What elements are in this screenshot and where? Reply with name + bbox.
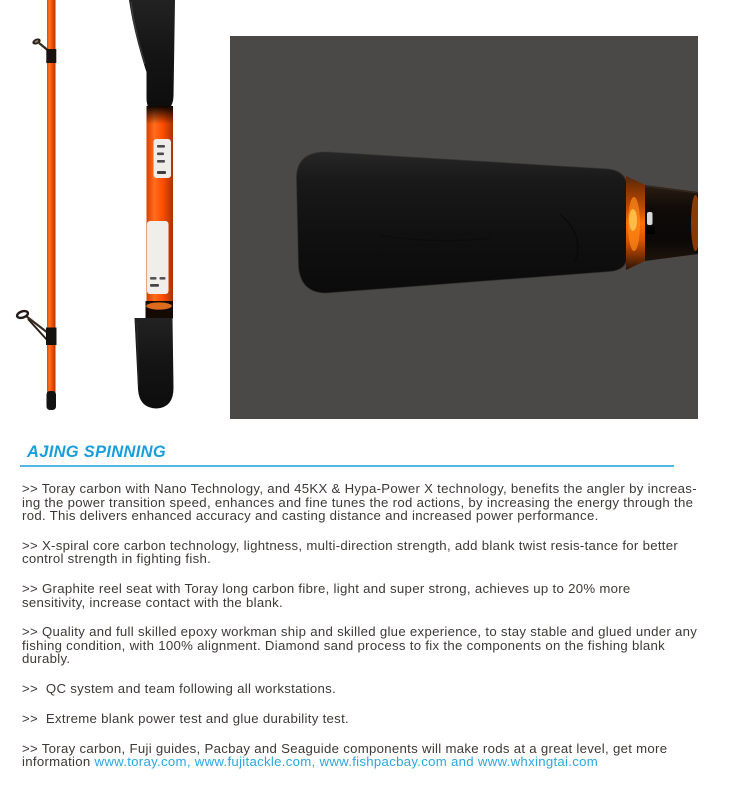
text-line: >> Quality and full skilled epoxy workman ship and skilled glue experience, to stay stable and glued under any — [22, 624, 698, 640]
link-line-prefix: information — [22, 754, 95, 770]
rod-blank-closeup — [645, 185, 698, 261]
text-line: fishing condition, with 100% alignment. Diamond sand process to fix the components on the fishing blank — [22, 637, 666, 653]
paragraph — [22, 682, 728, 695]
text-line: sensitivity, increase contact with the blank. — [22, 594, 284, 610]
paragraph — [22, 742, 728, 769]
product-description — [0, 443, 750, 769]
text-line: >> Toray carbon with Nano Technology, and 45KX & Hypa-Power X technology, benefits the angler by increas- — [22, 481, 697, 497]
text-line-with-links — [22, 755, 728, 768]
link-url[interactable]: www.fishpacbay.com — [319, 754, 448, 770]
rod-brand-label — [147, 221, 169, 294]
description-paragraphs — [22, 482, 728, 769]
eva-grip-closeup — [296, 152, 627, 293]
rod-spec-label — [154, 139, 172, 178]
link-url[interactable]: www.whxingtai.com — [477, 754, 599, 770]
text-line: durably. — [22, 651, 71, 667]
text-line: ing the power transition speed, enhances and fine tunes the rod actions, by increasing the energy through the — [22, 494, 694, 510]
text-line: >> Extreme blank power test and glue durability test. — [22, 711, 350, 727]
text-line: >> X-spiral core carbon technology, lightness, multi-direction strength, add blank twist resis-tance for better — [22, 537, 679, 553]
rod-sections-photo — [0, 0, 230, 430]
winding-check-closeup — [626, 176, 645, 270]
text-line: >> QC system and team following all workstations. — [22, 681, 337, 697]
text-line: >> Graphite reel seat with Toray long carbon fibre, light and super strong, achieves up to 20% more — [22, 581, 631, 597]
paragraph — [22, 539, 728, 566]
rod-butt-section — [129, 0, 175, 409]
text-line: control strength in fighting fish. — [22, 551, 212, 567]
eva-foregrip — [129, 0, 175, 113]
eva-rear-grip — [135, 318, 174, 409]
paragraph — [22, 625, 728, 665]
rod-tip-end-cap — [47, 391, 57, 410]
link-url[interactable]: www.toray.com, — [94, 754, 191, 770]
paragraph — [22, 482, 728, 522]
title-underline — [20, 465, 674, 467]
paragraph — [22, 712, 728, 725]
paragraph — [22, 582, 728, 609]
rod-tip-section — [16, 0, 56, 410]
handle-closeup-photo — [230, 36, 698, 419]
link-url[interactable]: www.fujitackle.com, — [194, 754, 316, 770]
text-line: rod. This delivers enhanced accuracy and casting distance and increased power performance. — [22, 507, 599, 523]
page-title: AJING SPINNING — [27, 443, 166, 461]
link-separator-text: and — [451, 754, 474, 770]
handle-closeup-panel — [230, 36, 698, 419]
text-line: >> Toray carbon, Fuji guides, Pacbay and Seaguide components will make rods at a great level, get more — [22, 741, 668, 757]
winding-check — [146, 301, 174, 319]
